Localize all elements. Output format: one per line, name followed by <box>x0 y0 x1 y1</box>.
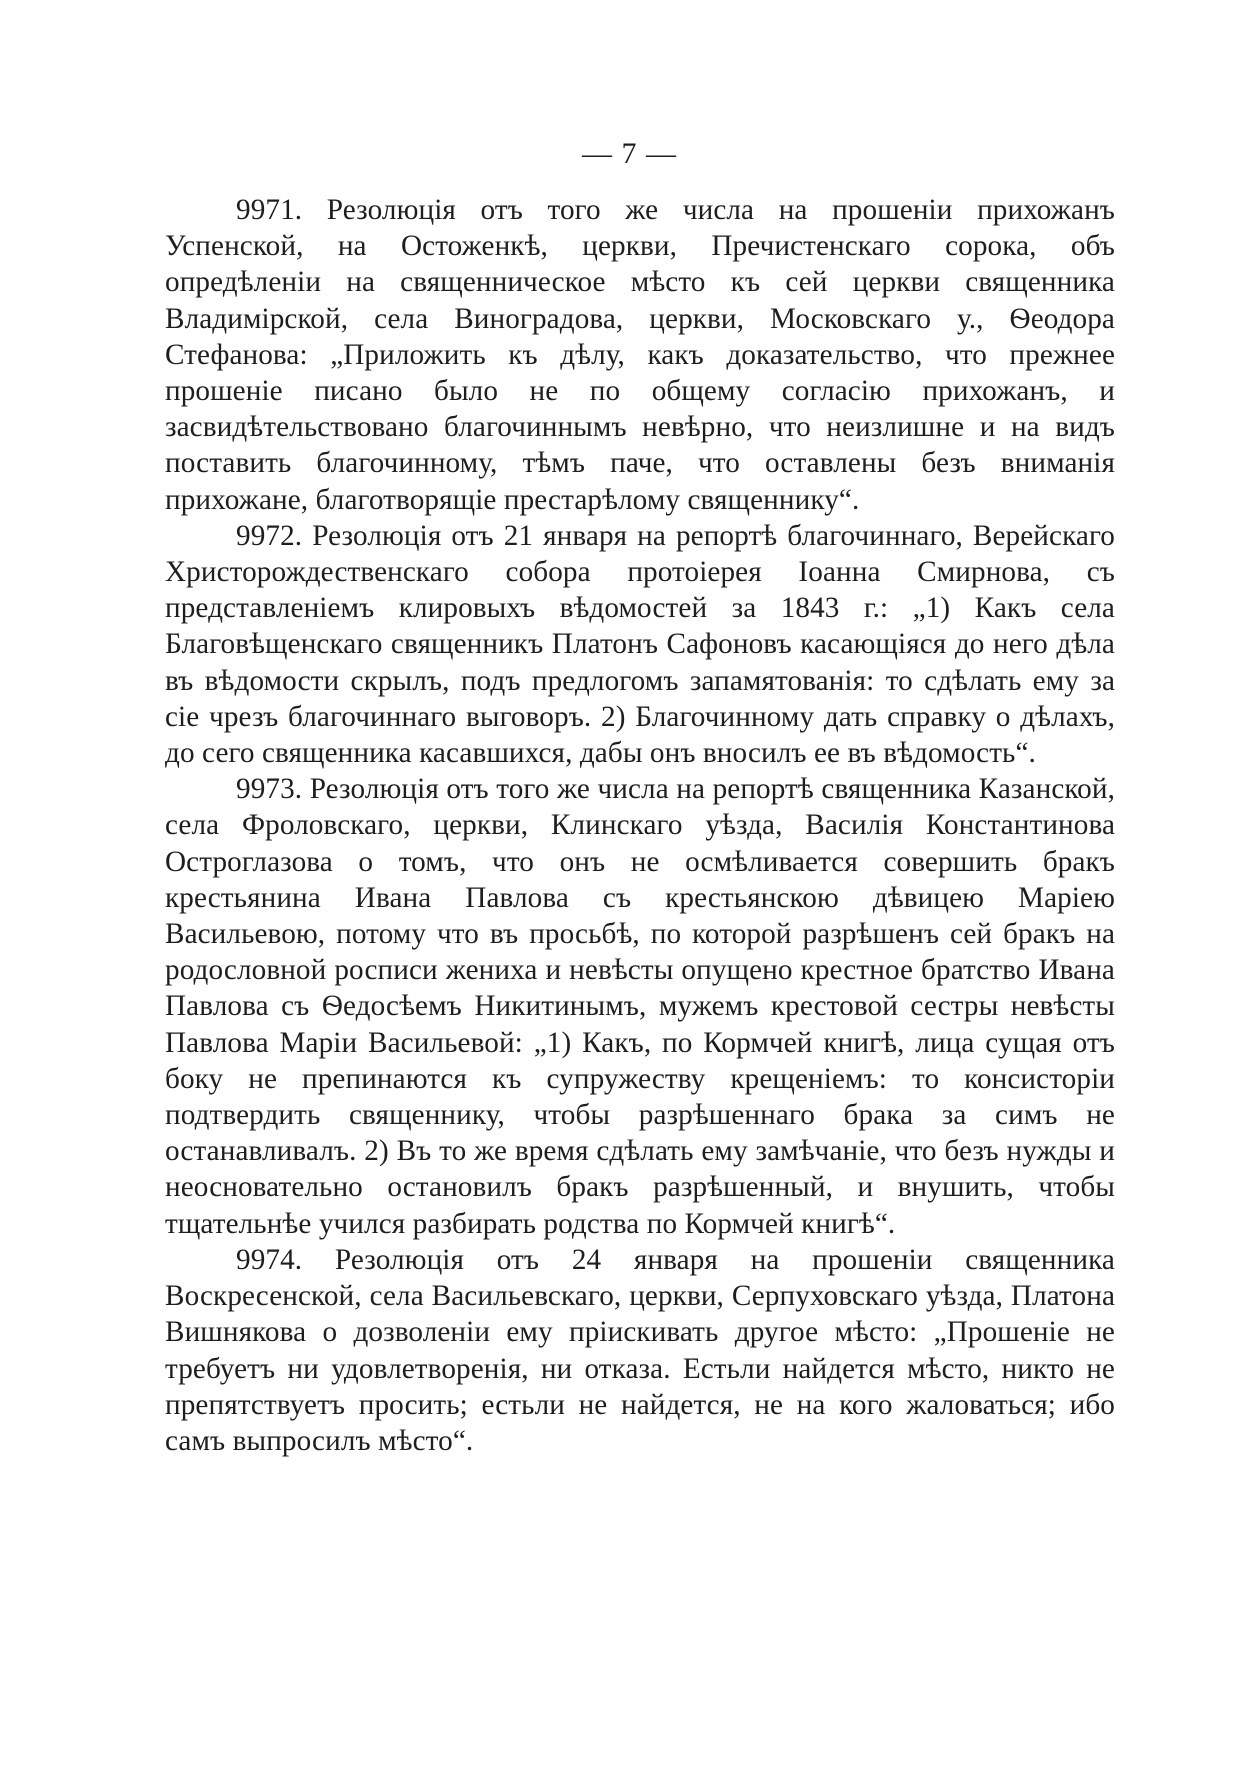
text-body <box>165 192 1115 1459</box>
resolution-number: 9971. <box>236 194 303 226</box>
page-number: — 7 — <box>582 137 677 170</box>
resolution-paragraph-9972 <box>165 518 1115 771</box>
resolution-paragraph-9974 <box>165 1242 1115 1459</box>
resolution-text: Резолюція отъ того же числа на репортѣ священника Казанской, села Фроловскаго, церкви, Клинскаго уѣзда, Василія Константинова Остроглазова о томъ, что онъ не осмѣливается совершить бракъ крестьянина Ивана Павлова съ крестьянскою дѣвицею Маріею Васильевою, потому что въ просьбѣ, по которой разрѣшенъ сей бракъ на родословной росписи жениха и невѣсты опущено крестное братство Ивана Павлова съ Ѳедосѣемъ Никитинымъ, мужемъ крестовой сестры невѣсты Павлова Маріи Васильевой: „1) Какъ, по Кормчей книгѣ, лица сущая отъ боку не препинаются къ супружеству крещеніемъ: то консисторіи подтвердить священнику, чтобы разрѣшеннаго брака за симъ не останавливалъ. 2) Въ то же время сдѣлать ему замѣчаніе, что безъ нужды и неосновательно остановилъ бракъ разрѣшенный, и внушить, чтобы тщательнѣе учился разбирать родства по Кормчей книгѣ“. <box>165 773 1115 1240</box>
resolution-text: Резолюція отъ того же числа на прошеніи прихожанъ Успенской, на Остоженкѣ, церкви, Пречистенскаго сорока, объ опредѣленіи на священническое мѣсто къ сей церкви священника Владимірской, села Виноградова, церкви, Московскаго у., Ѳеодора Стефанова: „Приложить къ дѣлу, какъ доказательство, что прежнее прошеніе писано было не по общему согласію прихожанъ, и засвидѣтельствовано благочиннымъ невѣрно, что неизлишне и на видъ поставить благочинному, тѣмъ паче, что оставлены безъ вниманія прихожане, благотворящіе престарѣлому священнику“. <box>165 194 1115 516</box>
resolution-number: 9974. <box>236 1243 303 1276</box>
resolution-number: 9973. <box>236 773 303 806</box>
resolution-text: Резолюція отъ 21 января на репортѣ благочиннаго, Верейскаго Христорождественскаго собора протоіерея Іоанна Смирнова, съ представленіемъ клировыхъ вѣдомостей за 1843 г.: „1) Какъ села Благовѣщенскаго священникъ Платонъ Сафоновъ касающіяся до него дѣла въ вѣдомости скрылъ, подъ предлогомъ запамятованія: то сдѣлать ему за сіе чрезъ благочиннаго выговоръ. 2) Благочинному дать справку о дѣлахъ, до сего священника касавшихся, дабы онъ вносилъ ее въ вѣдомость“. <box>165 519 1116 770</box>
resolution-paragraph-9973 <box>165 771 1115 1242</box>
resolution-paragraph-9971 <box>165 192 1115 518</box>
resolution-number: 9972. <box>236 519 303 552</box>
resolution-text: Резолюція отъ 24 января на прошеніи священника Воскресенской, села Васильевскаго, церкви, Серпуховскаго уѣзда, Платона Вишнякова о дозволеніи ему пріискивать другое мѣсто: „Прошеніе не требуетъ ни удовлетворенія, ни отказа. Естьли найдется мѣсто, никто не препятствуетъ просить; естьли не найдется, не на кого жаловаться; ибо самъ выпросилъ мѣсто“. <box>165 1243 1115 1457</box>
